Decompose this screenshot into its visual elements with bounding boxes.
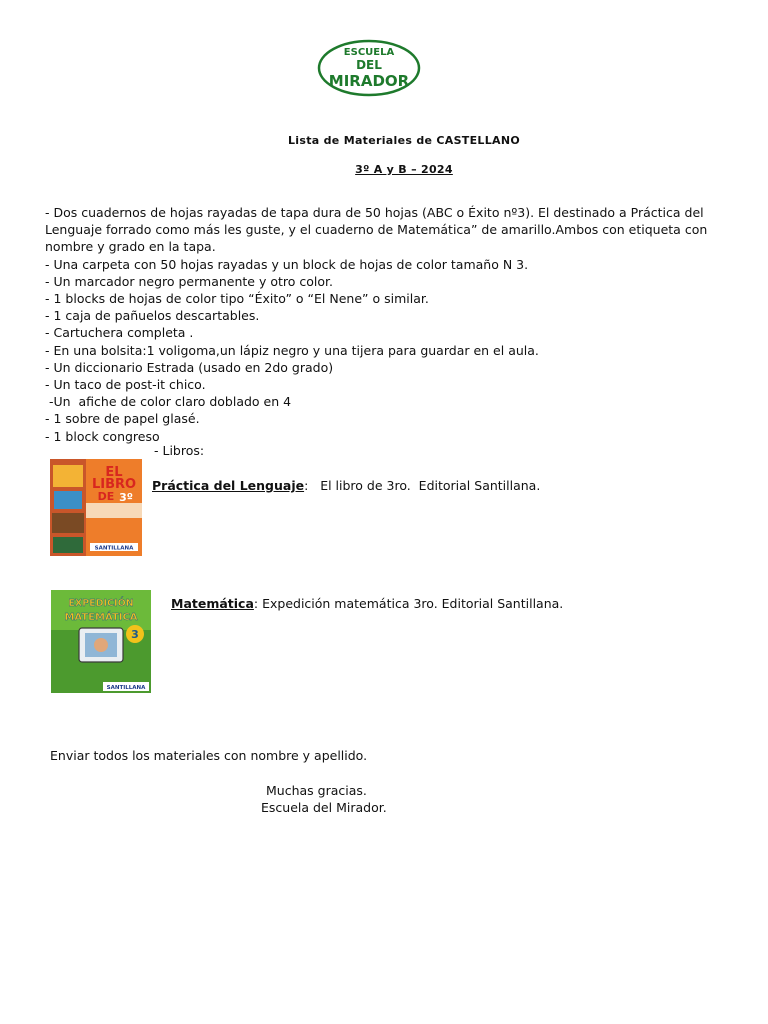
- book1-cover-line2: LIBRO: [91, 477, 137, 492]
- logo-line1: ESCUELA: [343, 47, 395, 58]
- libros-label: - Libros:: [154, 443, 205, 458]
- book-line-matematica: [171, 596, 563, 611]
- list-item: - En una bolsita:1 voligoma,un lápiz negro y una tijera para guardar en el aula.: [45, 342, 539, 358]
- book2-cover-line2: MATEMÁTICA: [64, 612, 138, 623]
- list-item: - Una carpeta con 50 hojas rayadas y un block de hojas de color tamaño N 3.: [45, 256, 529, 272]
- book-cover-practica-lenguaje: [50, 459, 142, 556]
- list-item: -Un afiche de color claro doblado en 4: [45, 394, 292, 410]
- document-title: Lista de Materiales de CASTELLANO: [288, 134, 520, 147]
- list-item: - 1 block congreso: [45, 428, 160, 444]
- book-description: : Expedición matemática 3ro. Editorial Santillana.: [253, 596, 564, 611]
- book1-cover-publisher: SANTILLANA: [94, 545, 134, 552]
- materials-list: [45, 204, 725, 445]
- book2-cover-publisher: SANTILLANA: [106, 685, 146, 691]
- list-item: - 1 blocks de hojas de color tipo “Éxito” o “El Nene” o similar.: [45, 291, 429, 307]
- book-subject: Práctica del Lenguaje: [152, 478, 305, 493]
- document-subtitle: 3º A y B – 2024: [355, 163, 453, 176]
- book-subject: Matemática: [171, 596, 254, 611]
- list-item: - Un taco de post-it chico.: [45, 377, 206, 393]
- book2-cover-grade: 3: [131, 628, 139, 641]
- closing-instruction: Enviar todos los materiales con nombre y apellido.: [50, 748, 368, 763]
- logo-line3: MIRADOR: [328, 72, 410, 90]
- book-description: : El libro de 3ro. Editorial Santillana.: [304, 478, 541, 493]
- list-item: - Cartuchera completa .: [45, 325, 194, 341]
- school-logo: [316, 38, 422, 98]
- book-cover-matematica: [51, 590, 151, 693]
- logo-line2: DEL: [356, 58, 382, 72]
- list-item: - Dos cuadernos de hojas rayadas de tapa dura de 50 hojas (ABC o Éxito nº3). El destinado a Práctica del Lenguaje forrado como más les guste, y el cuaderno de Matemática” de amarillo.Ambos con etiqueta con nombre y grado en la tapa.: [45, 205, 708, 255]
- book2-cover-line1: EXPEDICIÓN: [68, 598, 134, 609]
- book1-cover-line1: EL: [105, 465, 123, 480]
- book1-cover-line3: DE: [97, 490, 115, 503]
- list-item: - Un marcador negro permanente y otro color.: [45, 273, 333, 289]
- list-item: - 1 sobre de papel glasé.: [45, 411, 200, 427]
- list-item: - Un diccionario Estrada (usado en 2do grado): [45, 359, 334, 375]
- list-item: - 1 caja de pañuelos descartables.: [45, 308, 260, 324]
- closing-thanks: Muchas gracias.: [266, 783, 367, 798]
- closing-signature: Escuela del Mirador.: [261, 800, 387, 815]
- book-line-practica-lenguaje: [152, 478, 540, 493]
- book1-cover-grade: 3º: [119, 491, 133, 504]
